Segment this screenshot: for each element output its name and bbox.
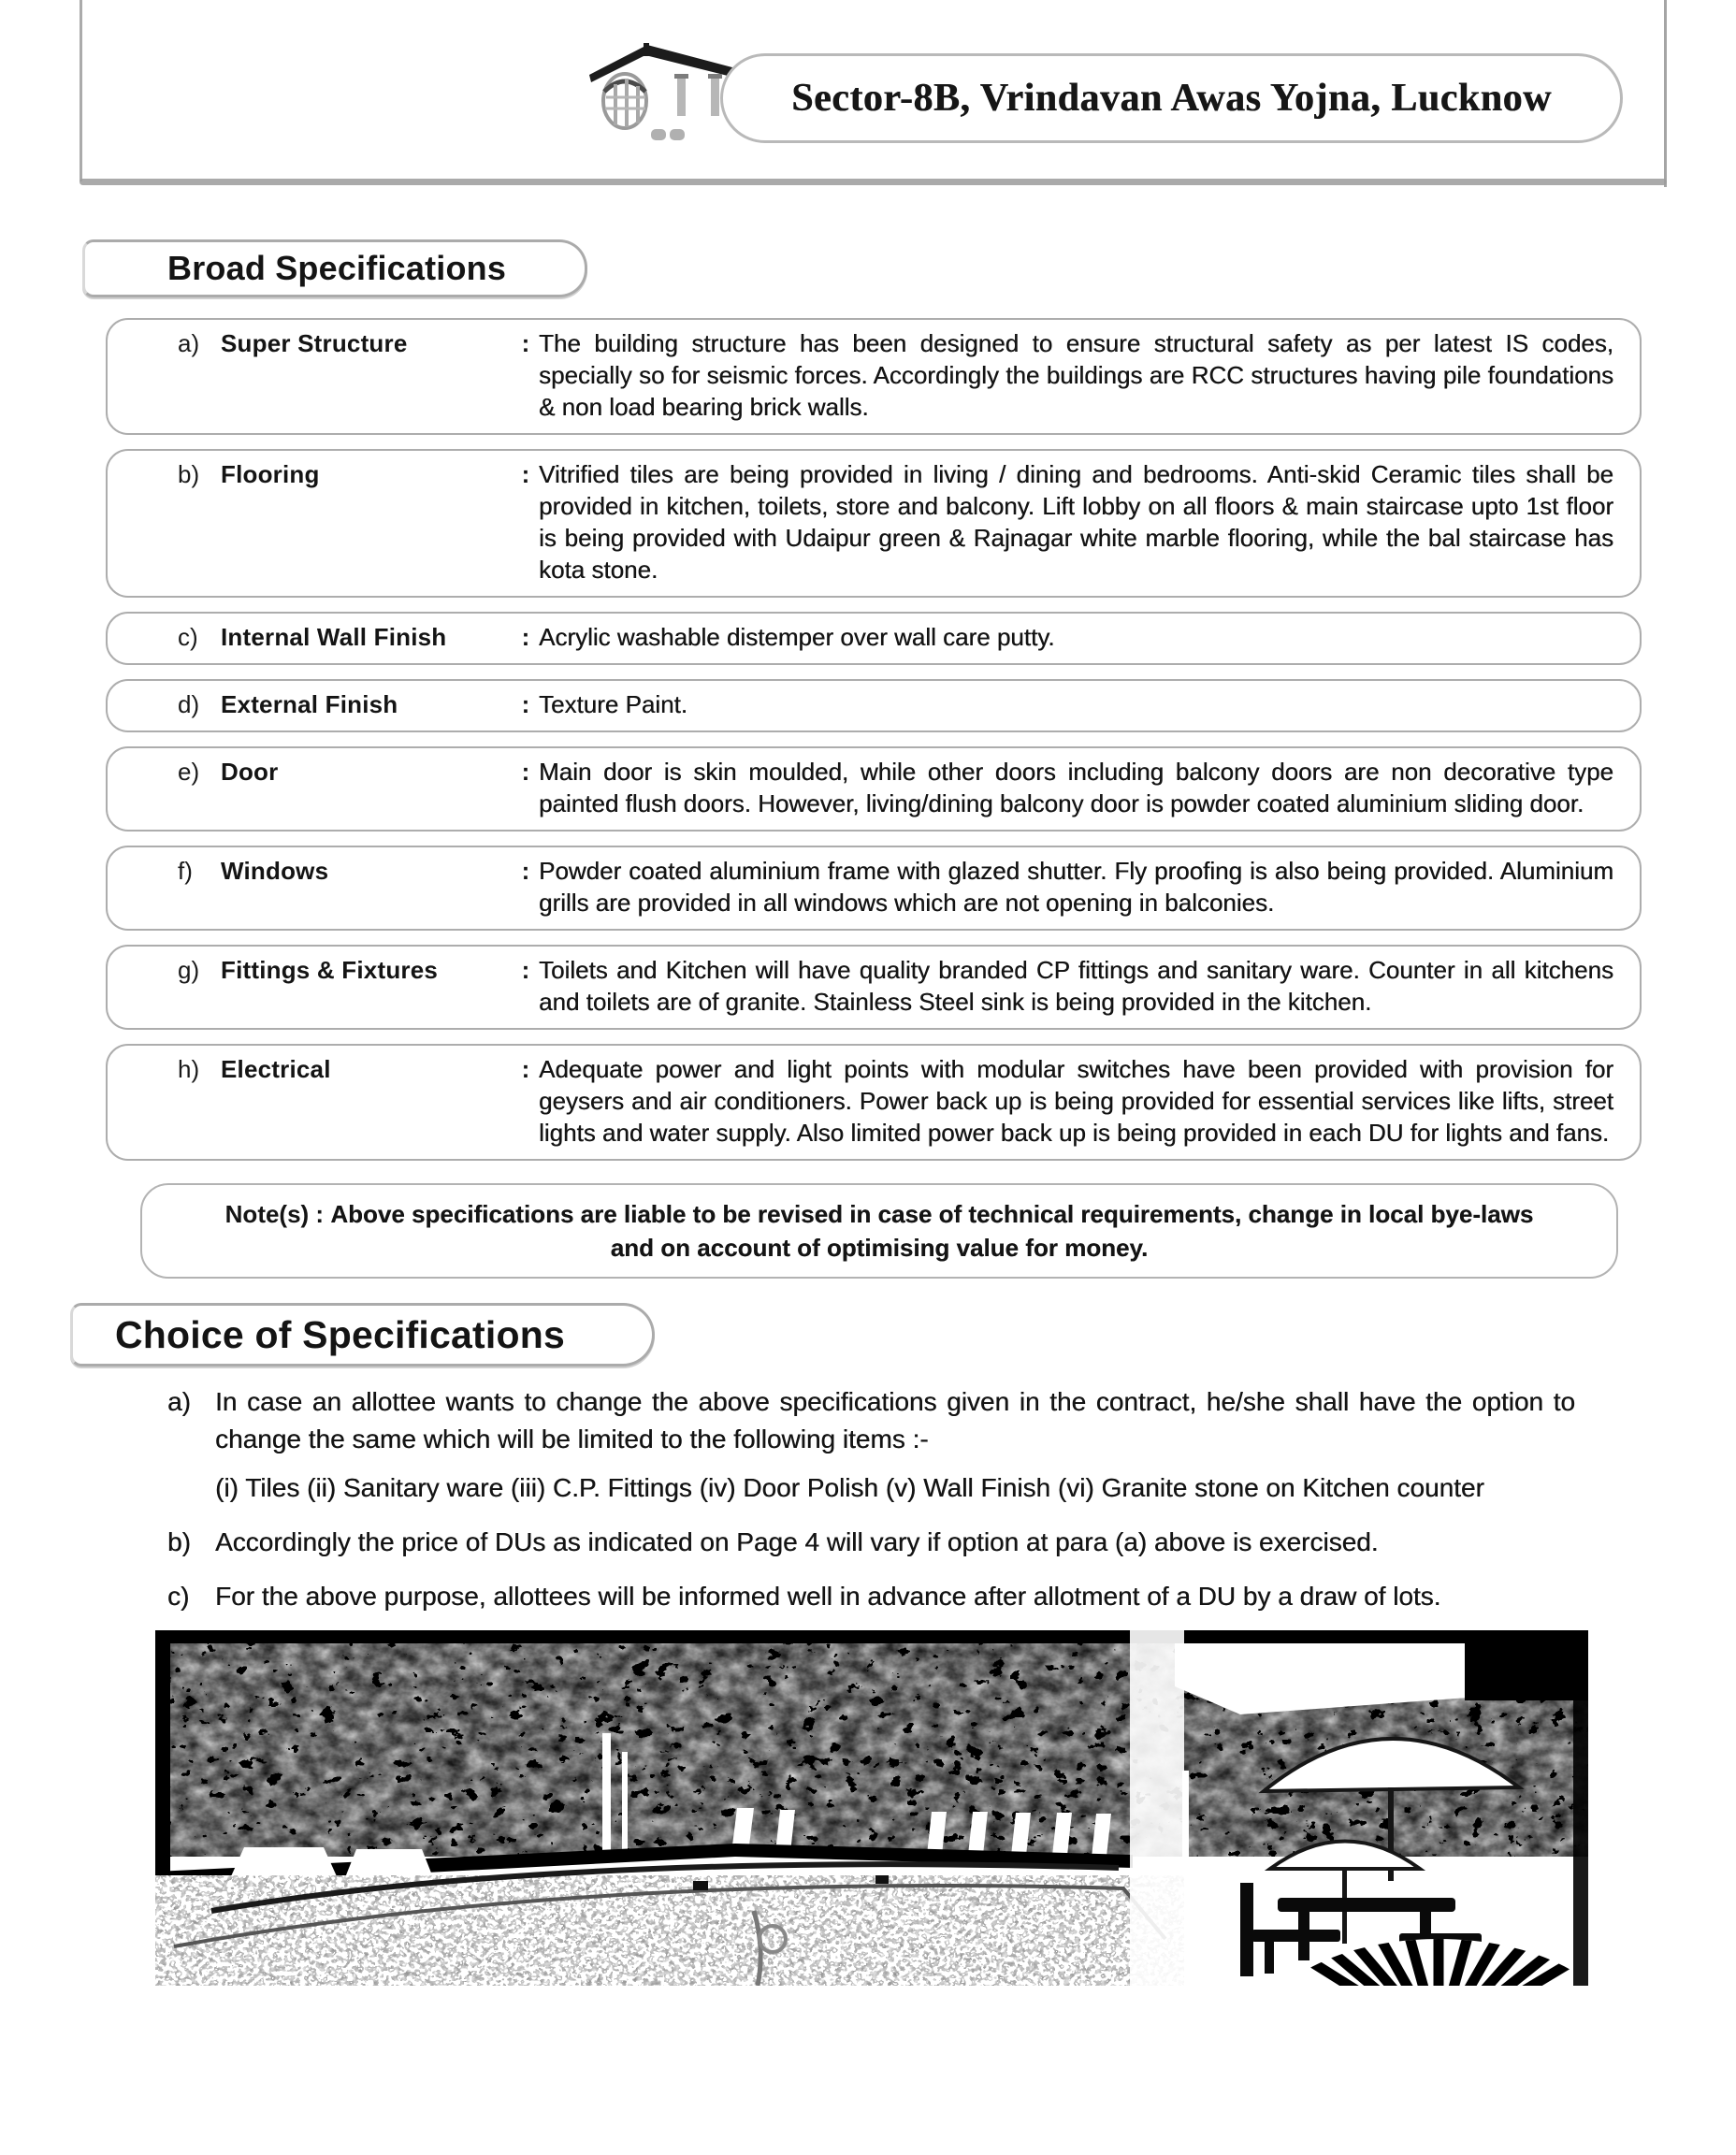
choice-paragraph-a <box>167 1383 1575 1507</box>
spec-item-door <box>106 746 1642 832</box>
page-content <box>0 239 1736 1986</box>
spec-item-external-finish <box>106 679 1642 732</box>
poolside-photograph <box>155 1630 1588 1986</box>
spec-item-electrical <box>106 1044 1642 1161</box>
spec-item-windows <box>106 846 1642 931</box>
spec-term: Flooring <box>221 460 320 488</box>
broad-specifications-heading <box>82 239 587 297</box>
paragraph-text: For the above purpose, allottees will be informed well in advance after allotment of a DU by a draw of lots. <box>215 1582 1441 1611</box>
page-title: Sector-8B, Vrindavan Awas Yojna, Lucknow <box>791 77 1552 120</box>
spec-colon: : <box>521 857 530 885</box>
spec-description: Adequate power and light points with modular switches have been provided with provision for geysers and air conditioners. Power back up is being provided for essential services like lifts, street lights and water supply. Also limited power back up is being provided in each DU for lights and fans. <box>539 1055 1613 1147</box>
spec-item-flooring <box>106 449 1642 598</box>
spec-letter: g) <box>178 956 200 984</box>
scan-frame-left-line <box>80 0 82 181</box>
note-text: Above specifications are liable to be revised in case of technical requirements, change in local bye-laws and on account of optimising value for money. <box>330 1200 1534 1262</box>
spec-colon: : <box>521 460 530 488</box>
spec-colon: : <box>521 758 530 786</box>
spec-colon: : <box>521 329 530 357</box>
note-box <box>140 1183 1618 1279</box>
spec-description: Toilets and Kitchen will have quality branded CP fittings and sanitary ware. Counter in all kitchens and toilets are of granite. Stainless Steel sink is being provided in the kitchen. <box>539 956 1613 1016</box>
spec-letter: a) <box>178 329 200 357</box>
spec-description: Vitrified tiles are being provided in living / dining and bedrooms. Anti-skid Ceramic tiles shall be provided in kitchen, toilets, store and balcony. Lift lobby on all floors & main staircase upto 1st floor is being provided with Udaipur green & Rajnagar white marble flooring, while the bal staircase has kota stone. <box>539 460 1613 584</box>
spec-colon: : <box>521 690 530 718</box>
spec-colon: : <box>521 1055 530 1083</box>
spec-letter: f) <box>178 857 193 885</box>
choice-paragraph-b <box>167 1524 1575 1561</box>
spec-term: Fittings & Fixtures <box>221 956 439 984</box>
spec-term: Windows <box>221 857 329 885</box>
spec-term: Internal Wall Finish <box>221 623 447 651</box>
spec-term: External Finish <box>221 690 398 718</box>
paragraph-body <box>215 1383 1575 1507</box>
spec-item-internal-wall-finish <box>106 612 1642 665</box>
choice-items-line: (i) Tiles (ii) Sanitary ware (iii) C.P. Fittings (iv) Door Polish (v) Wall Finish (vi) Granite stone on Kitchen counter <box>215 1473 1484 1502</box>
choice-paragraph-c <box>167 1578 1575 1615</box>
specifications-list <box>0 318 1736 1161</box>
choice-of-specifications-heading <box>70 1303 655 1367</box>
spec-letter: e) <box>178 758 200 786</box>
spec-item-super-structure <box>106 318 1642 435</box>
spec-term: Door <box>221 758 279 786</box>
spec-description: Texture Paint. <box>539 690 687 718</box>
paragraph-text: In case an allottee wants to change the above specifications given in the contract, he/she shall have the option to change the same which will be limited to the following items :- <box>215 1387 1575 1454</box>
spec-letter: b) <box>178 460 200 488</box>
header-pill <box>720 53 1623 143</box>
choice-of-specifications-heading-label: Choice of Specifications <box>115 1312 565 1356</box>
scan-frame-bottom-band <box>80 179 1667 185</box>
spec-description: Powder coated aluminium frame with glazed shutter. Fly proofing is also being provided. Aluminium grills are provided in all windows which are not opening in balconies. <box>539 857 1613 917</box>
spec-item-fittings-fixtures <box>106 945 1642 1030</box>
paragraph-text: Accordingly the price of DUs as indicated on Page 4 will vary if option at para (a) above is exercised. <box>215 1527 1379 1556</box>
paragraph-letter: a) <box>167 1387 191 1416</box>
spec-term: Super Structure <box>221 329 408 357</box>
paragraph-letter: c) <box>167 1582 190 1611</box>
scan-frame-right-line <box>1664 0 1667 187</box>
spec-description: Main door is skin moulded, while other doors including balcony doors are non decorative type painted flush doors. However, living/dining balcony door is powder coated aluminium sliding door. <box>539 758 1613 817</box>
paragraph-letter: b) <box>167 1527 191 1556</box>
spec-colon: : <box>521 956 530 984</box>
spec-term: Electrical <box>221 1055 331 1083</box>
spec-letter: c) <box>178 623 198 651</box>
spec-description: Acrylic washable distemper over wall care putty. <box>539 623 1055 651</box>
note-label: Note(s) : <box>224 1200 325 1228</box>
spec-description: The building structure has been designed to ensure structural safety as per latest IS codes, specially so for seismic forces. Accordingly the buildings are RCC structures having pile foundations & non load bearing brick walls. <box>539 329 1613 421</box>
broad-specifications-heading-label: Broad Specifications <box>167 249 507 287</box>
spec-letter: d) <box>178 690 200 718</box>
spec-colon: : <box>521 623 530 651</box>
spec-letter: h) <box>178 1055 200 1083</box>
